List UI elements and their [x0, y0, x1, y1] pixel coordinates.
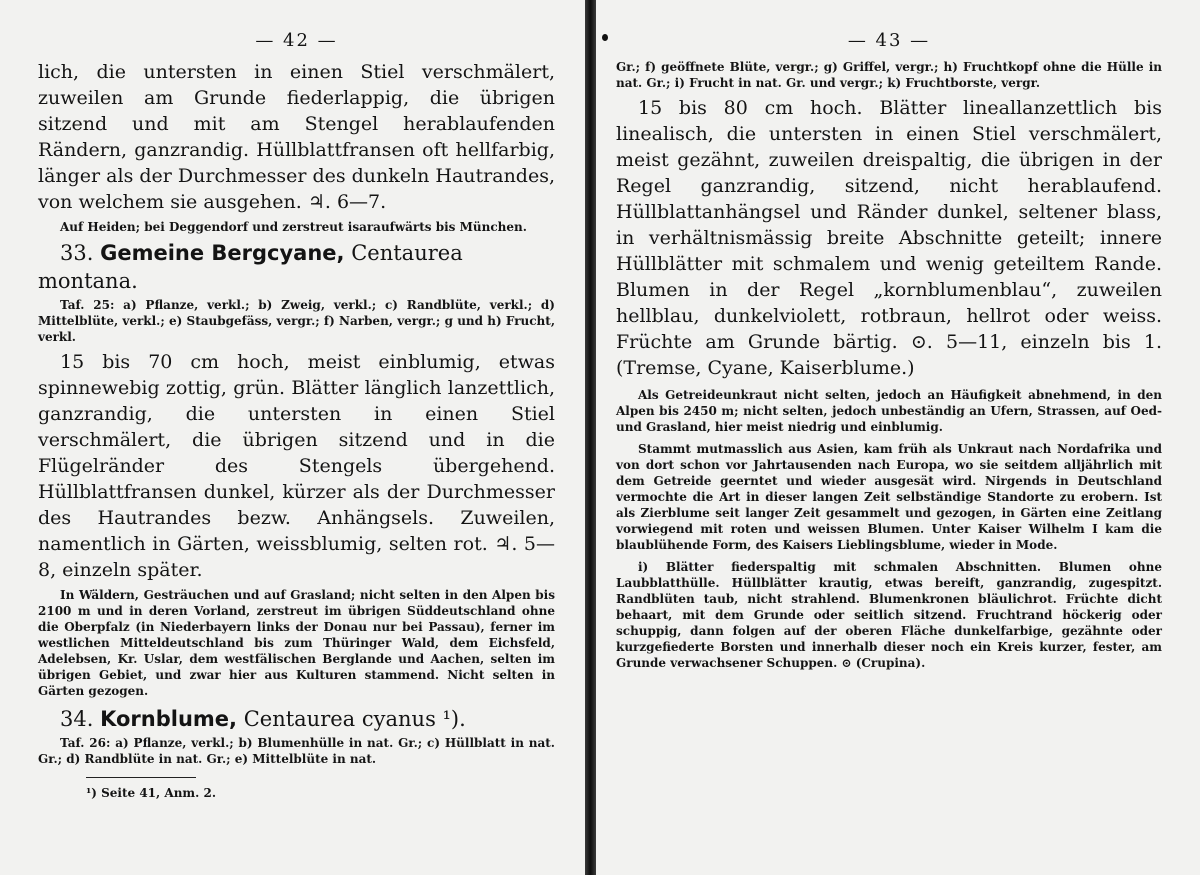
species-common-name: Gemeine Bergcyane,	[100, 241, 345, 265]
left-page	[0, 0, 585, 875]
species-number: 33.	[60, 241, 94, 265]
plate-caption-continuation: Gr.; f) geöffnete Blüte, vergr.; g) Griffel, vergr.; h) Fruchtkopf ohne die Hülle in nat. Gr.; i) Frucht in nat. Gr. und vergr.; k) Fruchtborste, vergr.	[616, 60, 1162, 90]
species-description-33: 15 bis 70 cm hoch, meist einblumig, etwas spinnewebig zottig, grün. Blätter länglich lanzettlich, ganzrandig, die untersten in einen Stiel verschmälert, die übrigen sitzend und in die Flügelränder des Stengels übergehend. Hüllblattfransen dunkel, kürzer als der Durchmesser des Hautrandes bezw. Anhängsels. Zuweilen, namentlich in Gärten, weissblumig, selten rot. ♃. 5—8, einzeln später.	[38, 351, 555, 581]
species-heading-34	[38, 705, 555, 733]
species-number: 34.	[60, 707, 94, 731]
plate-caption-26: Taf. 26: a) Pflanze, verkl.; b) Blumenhülle in nat. Gr.; c) Hüllblatt in nat. Gr.; d) Randblüte in nat. Gr.; e) Mittelblüte in nat.	[38, 736, 555, 766]
book-gutter	[585, 0, 596, 875]
page-number-42: — 42 —	[255, 30, 338, 51]
species-common-name: Kornblume,	[100, 707, 238, 731]
origin-note-34: Stammt mutmasslich aus Asien, kam früh als Unkraut nach Nordafrika und von dort schon vor Jahrtausenden nach Europa, wo sie seitdem alljährlich mit dem Getreide geerntet und wieder ausgesät wird. Nirgends in Deutschland vermochte die Art in dieser langen Zeit selbständige Standorte zu erobern. Ist als Zierblume seit langer Zeit gesammelt und gezogen, in Gärten eine Zeitlang vorwiegend mit roten und weissen Blumen. Unter Kaiser Wilhelm I kam die blaublühende Form, des Kaisers Lieblingsblume, wieder in Mode.	[616, 442, 1162, 552]
footnote-rule	[86, 777, 196, 778]
habitat-note: Auf Heiden; bei Deggendorf und zerstreut isaraufwärts bis München.	[60, 220, 527, 234]
species-latin-name: Centaurea cyanus ¹).	[243, 707, 466, 731]
species-heading-33	[38, 239, 555, 295]
footnote: ¹) Seite 41, Anm. 2.	[86, 786, 216, 800]
habitat-note-34: Als Getreideunkraut nicht selten, jedoch an Häufigkeit abnehmend, in den Alpen bis 2450 m; nicht selten, jedoch unbeständig an Ufern, Strassen, auf Oed- und Grasland, hier meist niedrig und einblumig.	[616, 388, 1162, 434]
right-page	[596, 0, 1200, 875]
species-latin-name: Centaurea montana.	[38, 241, 463, 293]
scan-speck	[602, 34, 608, 41]
variety-note-34: i) Blätter fiederspaltig mit schmalen Abschnitten. Blumen ohne Laubblatthülle. Hüllblätter krautig, etwas bereift, ganzrandig, zugespitzt. Randblüten taub, nicht strahlend. Blumenkronen bläulichrot. Früchte dicht behaart, mit dem Grunde oder seitlich sitzend. Fruchtrand höckerig oder schuppig, dann folgen auf der oberen Fläche dunkelfarbige, gezähnte oder kurzgefiederte Borsten und innerhalb dieser noch ein Kreis kurzer, fester, am Grunde verwachsener Schuppen. ⊙ (Crupina).	[616, 560, 1162, 670]
page-number-43: — 43 —	[847, 30, 931, 51]
plate-caption-25: Taf. 25: a) Pflanze, verkl.; b) Zweig, verkl.; c) Randblüte, verkl.; d) Mittelblüte, verkl.; e) Staubgefäss, vergr.; f) Narben, vergr.; g und h) Frucht, verkl.	[38, 298, 555, 344]
species-description-34: 15 bis 80 cm hoch. Blätter lineallanzettlich bis linealisch, die untersten in einen Stiel verschmälert, meist gezähnt, zuweilen dreispaltig, die übrigen in der Regel ganzrandig, sitzend, nicht herablaufend. Hüllblattanhängsel und Ränder dunkel, seltener blass, in verhältnismässig breite Abschnitte geteilt; innere Hüllblätter mit schmalem und wenig geteiltem Rande. Blumen in der Regel „kornblumenblau“, zuweilen hellblau, dunkelviolett, rotbraun, hellrot oder weiss. Früchte am Grunde bärtig. ⊙. 5—11, einzeln bis 1. (Tremse, Cyane, Kaiserblume.)	[616, 97, 1162, 379]
continuation-paragraph: lich, die untersten in einen Stiel verschmälert, zuweilen am Grunde fiederlappig, die übrigen sitzend und mit am Stengel herablaufenden Rändern, ganzrandig. Hüllblattfransen oft hellfarbig, länger als der Durchmesser des dunkeln Hautrandes, von welchem sie ausgehen. ♃. 6—7.	[38, 61, 556, 213]
habitat-note-33: In Wäldern, Gesträuchen und auf Grasland; nicht selten in den Alpen bis 2100 m und in deren Vorland, zerstreut im übrigen Süddeutschland ohne die Oberpfalz (in Niederbayern links der Donau nur bei Passau), ferner im westlichen Mitteldeutschland bis zum Thüringer Wald, dem Eichsfeld, Adelebsen, Kr. Uslar, dem westfälischen Berglande und Aachen, selten im übrigen Gebiet, und zwar hier aus Kulturen stammend. Nicht selten in Gärten gezogen.	[38, 588, 555, 698]
